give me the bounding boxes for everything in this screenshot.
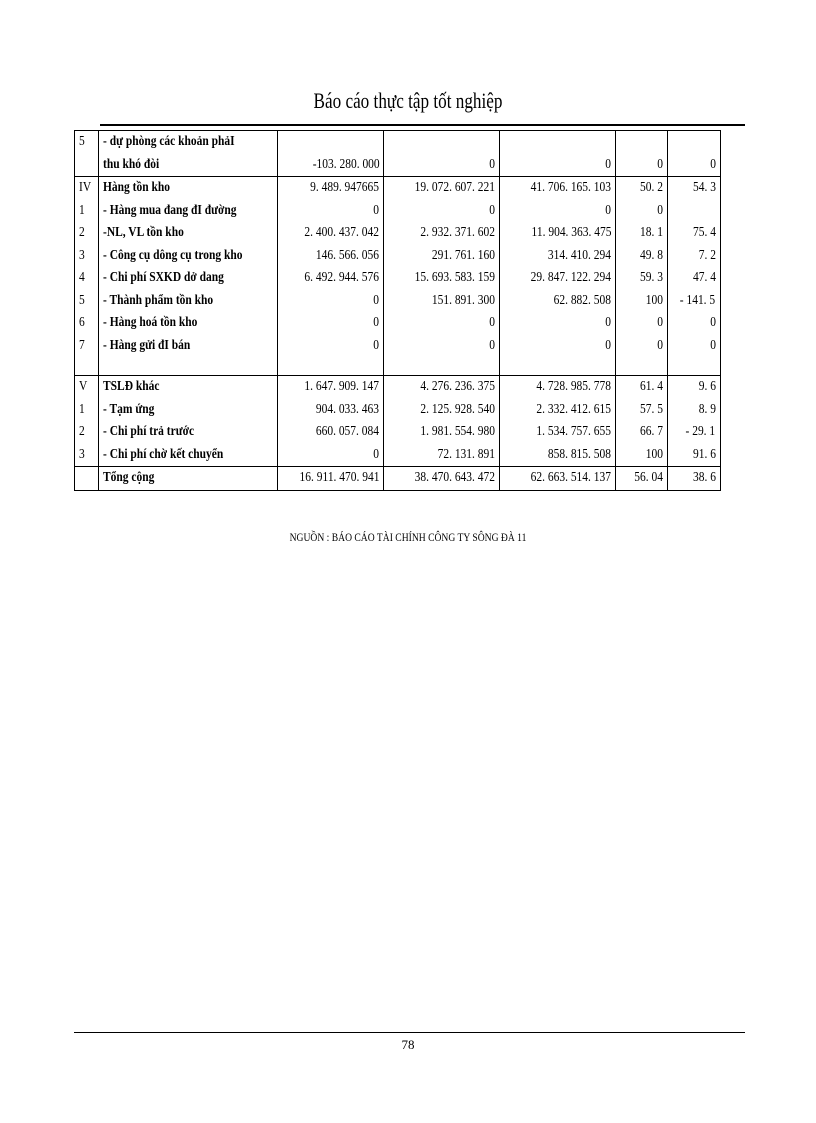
cell-value: 0 (709, 156, 716, 172)
table-row (75, 312, 721, 335)
row-index-cell (75, 376, 99, 399)
value-cell (277, 312, 383, 335)
cell-value: 2. 932. 371. 602 (420, 225, 496, 240)
value-cell (277, 335, 383, 358)
cell-value: 100 (646, 292, 664, 308)
row-index-cell (75, 267, 99, 290)
cell-value: 49. 8 (640, 247, 664, 263)
value-cell (277, 245, 383, 268)
value-cell (277, 467, 383, 491)
table-row (75, 177, 721, 200)
value-cell (500, 177, 616, 200)
value-cell (384, 222, 500, 245)
row-index-cell (75, 177, 99, 200)
spacer-cell (277, 357, 383, 376)
cell-value: 2. 125. 928. 540 (420, 401, 496, 417)
value-cell (616, 200, 668, 223)
row-index: 5 (79, 134, 85, 149)
cell-value: 9. 489. 947665 (310, 180, 380, 195)
cell-value: 66. 7 (640, 424, 664, 439)
row-label: - Chi phí SXKD dở dang (102, 270, 224, 285)
row-label-cell (98, 131, 277, 154)
row-index: 6 (79, 315, 85, 330)
page-number: 78 (401, 1037, 415, 1052)
cell-value: 0 (709, 315, 716, 330)
cell-value: - 141. 5 (680, 292, 716, 308)
cell-value: 47. 4 (692, 270, 716, 285)
cell-value: 0 (373, 337, 380, 353)
row-label-cell (98, 444, 277, 467)
cell-value: 151. 891. 300 (432, 292, 496, 308)
value-cell (500, 467, 616, 491)
value-cell (277, 131, 383, 154)
table-row (75, 421, 721, 444)
row-index: 1 (79, 401, 85, 417)
cell-value: 62. 882. 508 (553, 292, 612, 308)
cell-value: 41. 706. 165. 103 (531, 180, 612, 195)
row-index: IV (79, 180, 92, 195)
row-label-cell (98, 421, 277, 444)
row-label-cell (98, 312, 277, 335)
cell-value: 16. 911. 470. 941 (299, 470, 380, 485)
cell-value: 146. 566. 056 (316, 247, 380, 263)
source-note (0, 530, 816, 545)
row-index: 7 (79, 337, 85, 353)
value-cell (616, 177, 668, 200)
value-cell (500, 399, 616, 422)
value-cell (668, 267, 720, 290)
cell-value: 19. 072. 607. 221 (415, 180, 496, 195)
value-cell (616, 467, 668, 491)
value-cell (384, 399, 500, 422)
value-cell (668, 131, 720, 154)
value-cell (384, 467, 500, 491)
cell-value: 0 (709, 337, 716, 353)
cell-value: 100 (646, 446, 664, 462)
cell-value: 9. 6 (698, 379, 716, 394)
row-index-cell (75, 421, 99, 444)
cell-value: 0 (489, 337, 496, 353)
row-index-cell (75, 245, 99, 268)
row-index: 3 (79, 446, 85, 462)
value-cell (384, 177, 500, 200)
value-cell (277, 421, 383, 444)
cell-value: 0 (373, 202, 380, 218)
cell-value: 91. 6 (692, 446, 716, 462)
cell-value: 2. 400. 437. 042 (304, 225, 380, 240)
value-cell (384, 376, 500, 399)
value-cell (616, 131, 668, 154)
table-row (75, 376, 721, 399)
cell-value: 4. 276. 236. 375 (420, 379, 496, 394)
row-index: 2 (79, 225, 85, 240)
spacer-cell (75, 357, 99, 376)
row-label-cell (98, 267, 277, 290)
cell-value: 6. 492. 944. 576 (304, 270, 380, 285)
row-label: Hàng tồn kho (102, 180, 170, 195)
row-label: TSLĐ khác (102, 379, 160, 394)
cell-value: 314. 410. 294 (548, 247, 612, 263)
cell-value: 18. 1 (640, 225, 664, 240)
value-cell (384, 131, 500, 154)
spacer-row (75, 357, 721, 376)
row-index-cell (75, 222, 99, 245)
spacer-cell (500, 357, 616, 376)
value-cell (500, 154, 616, 177)
value-cell (668, 444, 720, 467)
cell-value: 660. 057. 084 (316, 424, 380, 439)
value-cell (500, 421, 616, 444)
cell-value: 11. 904. 363. 475 (531, 225, 612, 240)
cell-value: 4. 728. 985. 778 (536, 379, 612, 394)
row-label: - Tạm ứng (102, 401, 155, 417)
cell-value: 0 (373, 446, 380, 462)
row-index-cell (75, 312, 99, 335)
cell-value: 8. 9 (698, 401, 716, 417)
cell-value: 0 (489, 156, 496, 172)
cell-value: 61. 4 (640, 379, 664, 394)
value-cell (277, 444, 383, 467)
value-cell (500, 335, 616, 358)
value-cell (668, 421, 720, 444)
table-row (75, 290, 721, 313)
value-cell (277, 200, 383, 223)
row-label-cell (98, 290, 277, 313)
cell-value: 75. 4 (692, 225, 716, 240)
table-row (75, 267, 721, 290)
row-index-cell (75, 131, 99, 154)
cell-value: 38. 470. 643. 472 (415, 470, 496, 485)
value-cell (668, 200, 720, 223)
row-index: 3 (79, 247, 85, 263)
value-cell (616, 222, 668, 245)
value-cell (668, 467, 720, 491)
row-label: -NL, VL tồn kho (102, 225, 184, 240)
cell-value: 56. 04 (634, 470, 664, 485)
value-cell (384, 335, 500, 358)
cell-value: 50. 2 (640, 180, 664, 195)
spacer-cell (98, 357, 277, 376)
row-label-cell (98, 376, 277, 399)
row-index-cell (75, 200, 99, 223)
row-label: - Hàng mua đang đI đường (102, 202, 237, 218)
row-label: - Thành phẩm tồn kho (102, 292, 213, 308)
financial-table (74, 130, 721, 491)
value-cell (277, 222, 383, 245)
value-cell (616, 267, 668, 290)
value-cell (384, 267, 500, 290)
row-index: 4 (79, 270, 85, 285)
value-cell (500, 245, 616, 268)
row-label-cell (98, 335, 277, 358)
value-cell (500, 200, 616, 223)
cell-value: 0 (605, 315, 612, 330)
table-row (75, 444, 721, 467)
row-label-cell (98, 177, 277, 200)
value-cell (500, 222, 616, 245)
cell-value: 0 (657, 202, 664, 218)
row-label-cell (98, 399, 277, 422)
value-cell (616, 335, 668, 358)
cell-value: 1. 647. 909. 147 (304, 379, 380, 394)
value-cell (384, 290, 500, 313)
table-row (75, 154, 721, 177)
cell-value: 0 (489, 315, 496, 330)
value-cell (277, 376, 383, 399)
row-label: - dự phòng các khoản phảI (102, 134, 235, 149)
row-index-cell (75, 154, 99, 177)
cell-value: 0 (657, 156, 664, 172)
row-index: 5 (79, 292, 85, 308)
row-label: - Hàng gửi đI bán (102, 337, 191, 353)
table-row (75, 467, 721, 491)
row-index: 1 (79, 202, 85, 218)
cell-value: -103. 280. 000 (312, 156, 380, 172)
value-cell (384, 312, 500, 335)
value-cell (277, 154, 383, 177)
row-label: - Chi phí trả trước (102, 424, 194, 439)
cell-value: 2. 332. 412. 615 (536, 401, 612, 417)
cell-value: 54. 3 (692, 180, 716, 195)
row-label: - Công cụ dông cụ trong kho (102, 247, 243, 263)
row-index-cell (75, 290, 99, 313)
cell-value: 59. 3 (640, 270, 664, 285)
value-cell (500, 267, 616, 290)
table-row (75, 245, 721, 268)
value-cell (668, 290, 720, 313)
cell-value: 72. 131. 891 (437, 446, 496, 462)
cell-value: 1. 981. 554. 980 (420, 424, 496, 439)
source-text: NGUỒN : BÁO CÁO TÀI CHÍNH CÔNG TY SÔNG ĐÀ 11 (289, 530, 527, 544)
row-index: 2 (79, 424, 85, 439)
value-cell (500, 376, 616, 399)
value-cell (616, 444, 668, 467)
value-cell (277, 177, 383, 200)
value-cell (668, 335, 720, 358)
value-cell (384, 154, 500, 177)
value-cell (668, 312, 720, 335)
cell-value: 0 (605, 156, 612, 172)
cell-value: 0 (657, 337, 664, 353)
row-index-cell (75, 444, 99, 467)
cell-value: 15. 693. 583. 159 (415, 270, 496, 285)
row-index-cell (75, 467, 99, 491)
value-cell (616, 421, 668, 444)
cell-value: 0 (373, 315, 380, 330)
page-header-title: Báo cáo thực tập tốt nghiệp (313, 88, 503, 113)
table-row (75, 131, 721, 154)
value-cell (384, 421, 500, 444)
value-cell (668, 154, 720, 177)
table-row (75, 399, 721, 422)
row-label-cell (98, 154, 277, 177)
value-cell (500, 290, 616, 313)
cell-value: 0 (605, 337, 612, 353)
cell-value: 0 (489, 202, 496, 218)
row-label-cell (98, 245, 277, 268)
value-cell (668, 399, 720, 422)
cell-value: 7. 2 (698, 247, 716, 263)
value-cell (384, 245, 500, 268)
value-cell (277, 290, 383, 313)
cell-value: 291. 761. 160 (432, 247, 496, 263)
table-row (75, 222, 721, 245)
spacer-cell (384, 357, 500, 376)
row-label-cell (98, 467, 277, 491)
value-cell (616, 245, 668, 268)
cell-value: 62. 663. 514. 137 (531, 470, 612, 485)
row-label: thu khó đòi (102, 156, 159, 172)
value-cell (500, 444, 616, 467)
row-label: - Chi phí chờ kết chuyển (102, 446, 224, 462)
cell-value: 904. 033. 463 (316, 401, 380, 417)
spacer-cell (668, 357, 720, 376)
table-row (75, 200, 721, 223)
cell-value: 29. 847. 122. 294 (531, 270, 612, 285)
cell-value: 0 (373, 292, 380, 308)
value-cell (384, 200, 500, 223)
row-label: - Hàng hoá tồn kho (102, 315, 198, 330)
value-cell (668, 222, 720, 245)
value-cell (616, 154, 668, 177)
row-label-cell (98, 200, 277, 223)
spacer-cell (616, 357, 668, 376)
header-rule (100, 124, 745, 126)
value-cell (277, 267, 383, 290)
cell-value: 858. 815. 508 (548, 446, 612, 462)
row-index-cell (75, 335, 99, 358)
value-cell (500, 312, 616, 335)
cell-value: - 29. 1 (685, 424, 716, 439)
value-cell (668, 177, 720, 200)
value-cell (668, 376, 720, 399)
row-label-cell (98, 222, 277, 245)
financial-table-body (75, 131, 721, 491)
row-index-cell (75, 399, 99, 422)
value-cell (277, 399, 383, 422)
value-cell (500, 131, 616, 154)
table-row (75, 335, 721, 358)
value-cell (616, 399, 668, 422)
value-cell (668, 245, 720, 268)
cell-value: 0 (657, 315, 664, 330)
cell-value: 0 (605, 202, 612, 218)
row-label: Tổng cộng (102, 470, 155, 485)
value-cell (616, 312, 668, 335)
footer-rule (74, 1032, 745, 1033)
value-cell (616, 290, 668, 313)
value-cell (616, 376, 668, 399)
value-cell (384, 444, 500, 467)
row-index: V (79, 379, 88, 394)
cell-value: 38. 6 (692, 470, 716, 485)
cell-value: 57. 5 (640, 401, 664, 417)
cell-value: 1. 534. 757. 655 (536, 424, 612, 439)
